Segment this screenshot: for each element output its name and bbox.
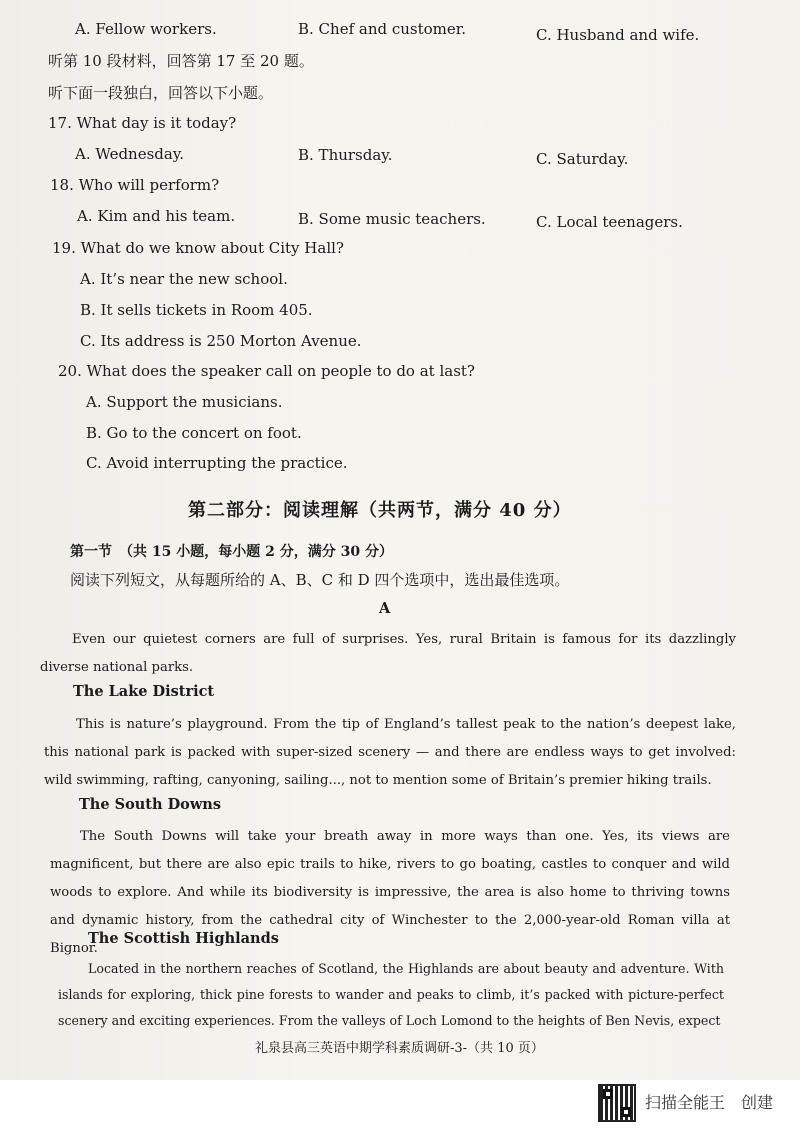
section1-heading: 第一节 （共 15 小题，每小题 2 分，满分 30 分） [70, 544, 393, 560]
q16-option-a: A. Fellow workers. [75, 20, 217, 38]
q18-stem: 18. Who will perform? [50, 176, 220, 194]
q19-option-c: C. Its address is 250 Morton Avenue. [80, 332, 362, 350]
q20-option-b: B. Go to the concert on foot. [86, 424, 302, 442]
q16-option-b: B. Chef and customer. [298, 20, 467, 38]
q18-option-c: C. Local teenagers. [536, 213, 683, 231]
q20-option-c: C. Avoid interrupting the practice. [86, 454, 348, 472]
part2-heading: 第二部分：阅读理解（共两节，满分 40 分） [188, 500, 572, 521]
instruction-monologue: 听下面一段独白，回答以下小题。 [48, 84, 274, 102]
scottish-highlands-text: Located in the northern reaches of Scotland, the Highlands are about beauty and adventure. With islands for exploring, thick pine forests to wander and peaks to climb, it’s packed with picture-perfect scenery and exciting experiences. From the valleys of Loch Lomond to the heights of Ben Nevis, expect [58, 961, 724, 1028]
q18-option-a: A. Kim and his team. [77, 207, 236, 225]
q17-option-c: C. Saturday. [536, 150, 629, 168]
lake-district-text: This is nature’s playground. From the tip of England’s tallest peak to the nation’s deepest lake, this national park is packed with super-sized scenery — and there are endless ways to get involved: wild swimming, rafting, canyoning, sailing..., not to mention some of Britain’s premier hiking trails. [44, 717, 736, 788]
q19-option-b: B. It sells tickets in Room 405. [80, 301, 313, 319]
south-downs-text: The South Downs will take your breath away in more ways than one. Yes, its views are magnificent, but there are also epic trails to hike, rivers to go boating, castles to conquer and wild woods to explore. And while its biodiversity is impressive, the area is also home to thriving towns and dynamic history, from the cathedral city of Winchester to the 2,000-year-old Roman villa at Bignor. [50, 829, 730, 956]
south-downs-title: The South Downs [79, 796, 222, 813]
q20-option-a: A. Support the musicians. [86, 393, 283, 411]
q19-option-a: A. It’s near the new school. [80, 270, 288, 288]
q17-stem: 17. What day is it today? [48, 114, 237, 132]
section1-instruction: 阅读下列短文，从每题所给的 A、B、C 和 D 四个选项中，选出最佳选项。 [70, 571, 570, 589]
qr-code-icon [598, 1084, 636, 1122]
q19-stem: 19. What do we know about City Hall? [52, 239, 344, 257]
q17-option-a: A. Wednesday. [75, 145, 185, 163]
q18-option-b: B. Some music teachers. [298, 210, 486, 228]
passage-letter: A [379, 600, 391, 617]
q20-stem: 20. What does the speaker call on people to do at last? [58, 362, 475, 380]
scanner-watermark: 扫描全能王 创建 [645, 1093, 774, 1112]
page-footer: 礼泉县高三英语中期学科素质调研-3-（共 10 页） [255, 1041, 544, 1056]
lake-district-title: The Lake District [73, 683, 215, 700]
q16-option-c: C. Husband and wife. [536, 26, 700, 44]
passage-intro: Even our quietest corners are full of surprises. Yes, rural Britain is famous for its dazzlingly diverse national parks. [40, 632, 736, 675]
instruction-material-10: 听第 10 段材料，回答第 17 至 20 题。 [48, 52, 314, 70]
scottish-highlands-title: The Scottish Highlands [88, 930, 279, 947]
q17-option-b: B. Thursday. [298, 146, 393, 164]
